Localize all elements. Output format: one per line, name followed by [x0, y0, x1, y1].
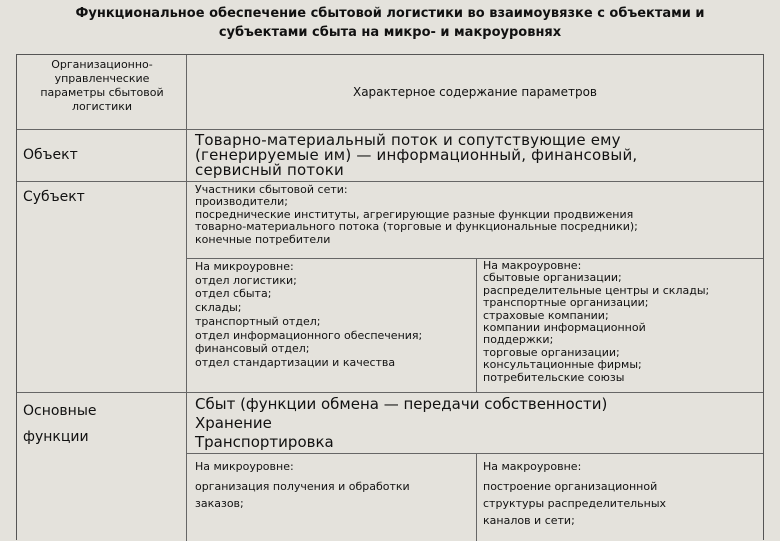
list-item: транспортный отдел; — [195, 314, 321, 328]
list-item: консультационные фирмы; — [483, 358, 642, 372]
functions-content — [195, 395, 607, 452]
list-item: распределительные центры и склады; — [483, 283, 710, 297]
list-item: финансовый отдел; — [195, 342, 310, 356]
header-parameters — [17, 55, 187, 129]
label-subject: Субъект — [23, 189, 85, 205]
row-divider — [17, 181, 763, 182]
subject-micro-list — [195, 260, 475, 370]
title-line-2: субъектами сбыта на микро- и макроуровнях — [218, 25, 562, 40]
content-line: посреднические институты, агрегирующие разные функции продвижения — [195, 207, 634, 221]
list-item: отдел сбыта; — [195, 287, 272, 301]
list-item: отдел логистики; — [195, 273, 297, 287]
list-item: отдел стандартизации и качества — [195, 355, 396, 369]
list-item: На микроуровне: — [195, 460, 294, 473]
header-left-line: логистики — [71, 100, 133, 113]
micro-macro-divider — [476, 453, 477, 541]
page-title — [40, 4, 740, 42]
label-object: Объект — [23, 147, 78, 163]
list-item: На макроуровне: — [483, 259, 582, 272]
list-item: каналов и сети; — [483, 514, 575, 527]
label-line: функции — [23, 429, 89, 445]
content-line: Товарно-материальный поток и сопутствующие ему — [195, 131, 621, 149]
content-line: Транспортировка — [195, 433, 334, 451]
row-divider — [17, 392, 763, 393]
header-left-line: управленческие — [54, 72, 150, 85]
micro-macro-divider — [476, 258, 477, 392]
label-functions — [17, 398, 97, 450]
object-content — [195, 133, 637, 178]
content-line: (генерируемые им) — информационный, финансовый, — [195, 146, 638, 164]
subject-macro-list — [483, 260, 761, 384]
list-item: структуры распределительных — [483, 497, 667, 510]
list-item: транспортные организации; — [483, 296, 649, 310]
list-item: поддержки; — [483, 333, 554, 347]
list-item: склады; — [195, 301, 242, 315]
content-line: Участники сбытовой сети: — [195, 183, 348, 196]
label-line: Основные — [23, 403, 97, 419]
title-line-1: Функциональное обеспечение сбытовой логистики во взаимоувязке с объектами и — [75, 6, 705, 21]
parameters-table — [16, 54, 764, 540]
list-item: компании информационной — [483, 321, 646, 335]
content-line: конечные потребители — [195, 232, 331, 246]
list-item: На макроуровне: — [483, 460, 582, 473]
list-item: торговые организации; — [483, 345, 620, 359]
header-left-line: Организационно- — [51, 58, 153, 71]
list-item: потребительские союзы — [483, 370, 625, 384]
list-item: отдел информационного обеспечения; — [195, 328, 423, 342]
subject-content — [195, 184, 638, 246]
header-content: Характерное содержание параметров — [352, 85, 598, 99]
content-line: Хранение — [195, 414, 272, 432]
content-line: товарно-материального потока (торговые и функциональные посредники); — [195, 220, 638, 234]
list-item: построение организационной — [483, 480, 658, 493]
list-item: На микроуровне: — [195, 260, 294, 273]
content-line: производители; — [195, 195, 288, 209]
functions-micro-list — [195, 458, 475, 512]
content-line: Сбыт (функции обмена — передачи собственности) — [195, 395, 608, 413]
row-divider — [187, 258, 763, 259]
list-item: организация получения и обработки — [195, 480, 410, 493]
row-divider — [187, 453, 763, 454]
list-item: сбытовые организации; — [483, 271, 622, 285]
row-divider — [17, 129, 763, 130]
list-item: страховые компании; — [483, 308, 609, 322]
functions-macro-list — [483, 458, 761, 529]
list-item: заказов; — [195, 497, 244, 510]
content-line: сервисный потоки — [195, 161, 344, 179]
header-left-line: параметры сбытовой — [40, 86, 164, 99]
